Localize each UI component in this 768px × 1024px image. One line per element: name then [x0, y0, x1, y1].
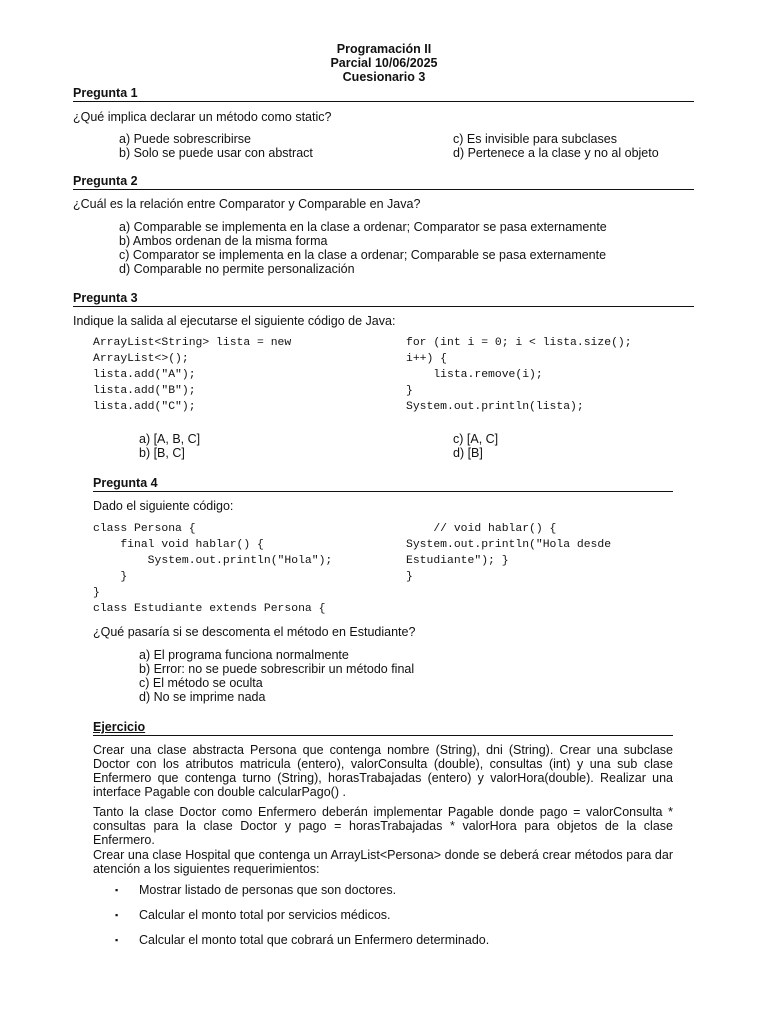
- q2-title: Pregunta 2: [73, 174, 694, 190]
- q4-title: Pregunta 4: [93, 476, 673, 492]
- quiz-title: Cuesionario 3: [342, 70, 426, 84]
- q1-option-a: a) Puede sobrescribirse: [119, 132, 252, 146]
- requirement-item: [115, 883, 397, 897]
- requirement-text: Mostrar listado de personas que son doctores.: [139, 883, 397, 897]
- q3-code-right: for (int i = 0; i < lista.size(); i++) { lista.remove(i); } System.out.println(lista);: [406, 337, 632, 413]
- q3-option-d: d) [B]: [453, 446, 483, 460]
- q4-code-left: class Persona { final void hablar() { System.out.println("Hola"); } } class Estudiante extends Persona {: [93, 523, 333, 615]
- q2-option-d: d) Comparable no permite personalización: [119, 262, 355, 276]
- exercise-paragraph-2: Tanto la clase Doctor como Enfermero deberán implementar Pagable donde pago = valorConsulta * consultas para la clase Doctor y pago = horasTrabajadas * valorHora para objetos de la clase Enfermero.: [93, 805, 673, 847]
- exercise-title-text: Ejercicio: [93, 720, 146, 734]
- requirement-text: Calcular el monto total que cobrará un Enfermero determinado.: [139, 933, 490, 947]
- q2-option-c: c) Comparator se implementa en la clase a ordenar; Comparable se pasa externamente: [119, 248, 607, 262]
- q3-option-a: a) [A, B, C]: [139, 432, 201, 446]
- q1-title: Pregunta 1: [73, 86, 694, 102]
- exam-date: Parcial 10/06/2025: [330, 56, 438, 70]
- q1-option-c: c) Es invisible para subclases: [453, 132, 617, 146]
- exercise-paragraph-1: Crear una clase abstracta Persona que contenga nombre (String), dni (String). Crear una subclase Doctor con los atributos matricula (entero), valorConsulta (double), consultas (int) y una sub clase Enfermero que contenga turno (String), horasTrabajadas (entero) y valorHora(double). Realizar una interface Pagable con double calcularPago() .: [93, 743, 673, 799]
- q3-option-c: c) [A, C]: [453, 432, 499, 446]
- q1-question: ¿Qué implica declarar un método como static?: [73, 110, 332, 124]
- q1-option-b: b) Solo se puede usar con abstract: [119, 146, 313, 160]
- q3-title: Pregunta 3: [73, 291, 694, 307]
- requirement-text: Calcular el monto total por servicios médicos.: [139, 908, 391, 922]
- exercise-paragraph-3: Crear una clase Hospital que contenga un ArrayList<Persona> donde se deberá crear métodos para dar atención a los siguientes requerimientos:: [93, 848, 673, 876]
- q3-question: Indique la salida al ejecutarse el siguiente código de Java:: [73, 314, 396, 328]
- requirement-item: [115, 908, 391, 922]
- q3-code-left: ArrayList<String> lista = new ArrayList<>(); lista.add("A"); lista.add("B"); lista.add("C");: [93, 337, 292, 413]
- q2-question: ¿Cuál es la relación entre Comparator y Comparable en Java?: [73, 197, 421, 211]
- bullet-icon: ▪: [115, 910, 119, 920]
- bullet-icon: ▪: [115, 885, 119, 895]
- requirement-item: [115, 933, 490, 947]
- q4-code-right: // void hablar() { System.out.println("Hola desde Estudiante"); } }: [406, 523, 612, 583]
- q4-intro: Dado el siguiente código:: [93, 499, 234, 513]
- q4-option-c: c) El método se oculta: [139, 676, 263, 690]
- q4-option-b: b) Error: no se puede sobrescribir un método final: [139, 662, 415, 676]
- q4-option-a: a) El programa funciona normalmente: [139, 648, 349, 662]
- q4-question: ¿Qué pasaría si se descomenta el método en Estudiante?: [93, 625, 416, 639]
- q4-option-d: d) No se imprime nada: [139, 690, 266, 704]
- exercise-title: [93, 720, 673, 736]
- q1-option-d: d) Pertenece a la clase y no al objeto: [453, 146, 659, 160]
- q2-option-a: a) Comparable se implementa en la clase a ordenar; Comparator se pasa externamente: [119, 220, 607, 234]
- bullet-icon: ▪: [115, 935, 119, 945]
- q2-option-b: b) Ambos ordenan de la misma forma: [119, 234, 328, 248]
- exam-header: [0, 42, 768, 84]
- course-title: Programación II: [336, 42, 432, 56]
- q3-option-b: b) [B, C]: [139, 446, 185, 460]
